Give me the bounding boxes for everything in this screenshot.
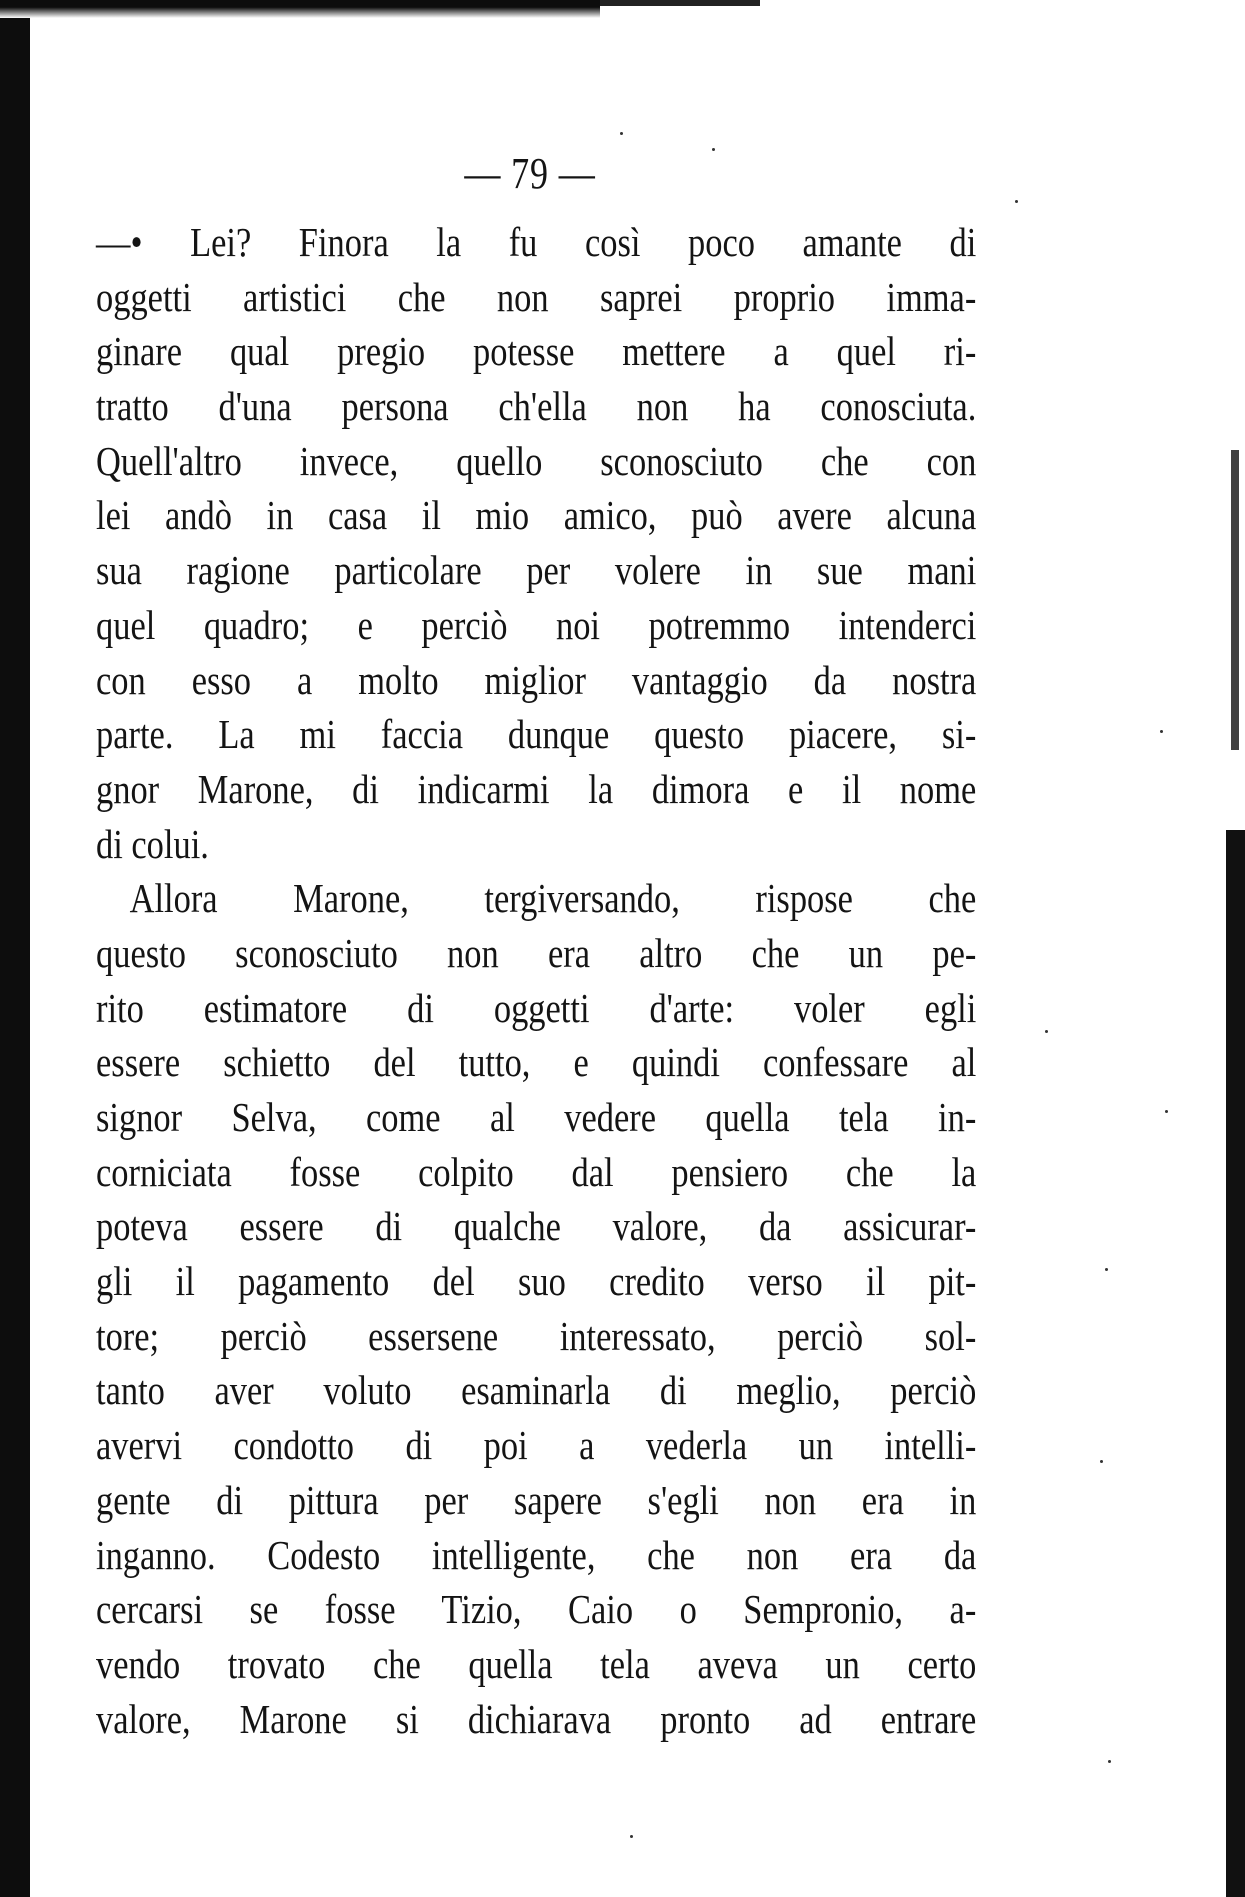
top-scan-edge-fragment bbox=[600, 0, 760, 6]
text-line: sua ragione particolare per volere in sue mani bbox=[96, 547, 977, 594]
page-number: — 79 — bbox=[464, 149, 596, 198]
text-line: oggetti artistici che non saprei proprio imma- bbox=[96, 273, 977, 320]
text-line: corniciata fosse colpito dal pensiero che la bbox=[96, 1148, 977, 1195]
text-line: tanto aver voluto esaminarla di meglio, perciò bbox=[96, 1367, 977, 1414]
text-line: lei andò in casa il mio amico, può avere alcuna bbox=[96, 492, 977, 539]
scan-speck bbox=[1100, 1460, 1103, 1463]
top-scan-edge bbox=[0, 0, 600, 18]
body-text bbox=[96, 215, 976, 1746]
text-line: rito estimatore di oggetti d'arte: voler egli bbox=[96, 984, 977, 1031]
scan-speck bbox=[620, 132, 623, 135]
text-line: questo sconosciuto non era altro che un pe- bbox=[96, 929, 977, 976]
right-scan-edge bbox=[1226, 830, 1245, 1897]
text-line: di colui. bbox=[96, 820, 209, 867]
text-line: gente di pittura per sapere s'egli non era in bbox=[96, 1476, 977, 1523]
text-line: cercarsi se fosse Tizio, Caio o Sempronio, a- bbox=[96, 1586, 977, 1633]
text-line: vendo trovato che quella tela aveva un certo bbox=[96, 1640, 977, 1687]
text-line: quel quadro; e perciò noi potremmo intenderci bbox=[96, 601, 977, 648]
text-line: poteva essere di qualche valore, da assicurar- bbox=[96, 1203, 977, 1250]
scan-speck bbox=[1045, 1030, 1048, 1033]
text-line: con esso a molto miglior vantaggio da nostra bbox=[96, 656, 977, 703]
scan-speck bbox=[1160, 730, 1163, 733]
right-scan-artifact bbox=[1231, 450, 1239, 750]
scan-speck bbox=[1105, 1268, 1108, 1271]
text-line: gnor Marone, di indicarmi la dimora e il nome bbox=[96, 765, 977, 812]
text-line: avervi condotto di poi a vederla un intelli- bbox=[96, 1422, 977, 1469]
text-line: ginare qual pregio potesse mettere a quel ri- bbox=[96, 328, 977, 375]
text-line: tore; perciò essersene interessato, perciò sol- bbox=[96, 1312, 977, 1359]
text-line: tratto d'una persona ch'ella non ha conosciuta. bbox=[96, 383, 977, 430]
binding-edge bbox=[0, 0, 30, 1897]
scan-speck bbox=[1015, 200, 1018, 203]
scan-speck bbox=[1165, 1110, 1168, 1113]
text-line: inganno. Codesto intelligente, che non era da bbox=[96, 1531, 977, 1578]
text-line: valore, Marone si dichiarava pronto ad entrare bbox=[96, 1695, 977, 1742]
text-line: parte. La mi faccia dunque questo piacere, si- bbox=[96, 711, 977, 758]
text-line: essere schietto del tutto, e quindi confessare al bbox=[96, 1039, 977, 1086]
text-line-indented: Allora Marone, tergiversando, rispose che bbox=[129, 875, 977, 922]
text-line: signor Selva, come al vedere quella tela in- bbox=[96, 1094, 977, 1140]
text-line: —• Lei? Finora la fu così poco amante di bbox=[96, 219, 977, 265]
text-line: Quell'altro invece, quello sconosciuto che con bbox=[96, 437, 977, 484]
scan-speck bbox=[630, 1835, 633, 1838]
text-line: gli il pagamento del suo credito verso il pit- bbox=[96, 1258, 977, 1305]
scan-speck bbox=[1108, 1760, 1111, 1763]
